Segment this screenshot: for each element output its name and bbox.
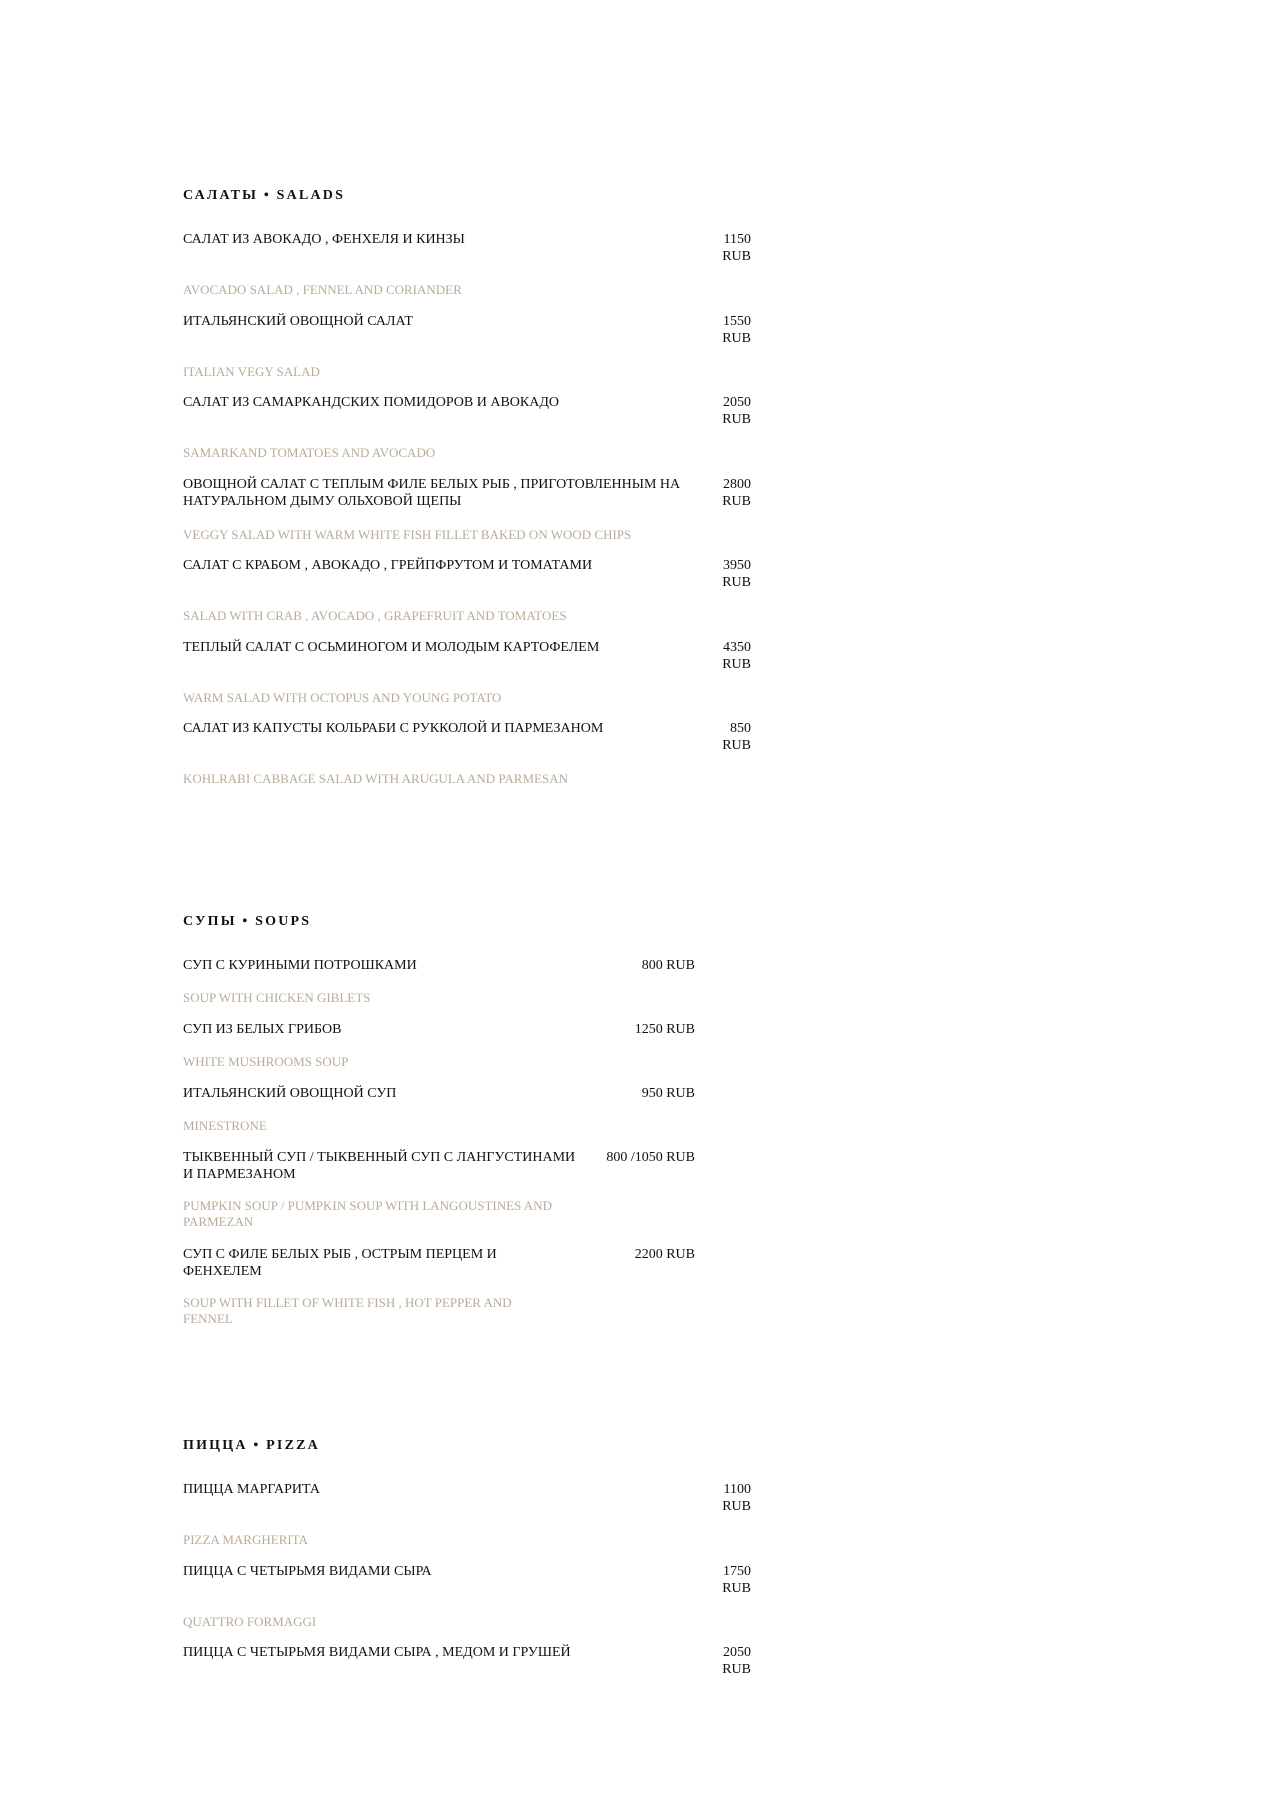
menu-item — [183, 1563, 751, 1645]
pizza-section — [183, 1437, 751, 1726]
salads-section — [183, 187, 751, 802]
dish-name-en: KOHLRABI CABBAGE SALAD WITH ARUGULA AND PARMESAN — [183, 771, 568, 786]
dish-price: 1250 RUB — [634, 1022, 695, 1037]
dish-price: 800 RUB — [641, 958, 695, 973]
dish-name-en: SOUP WITH FILLET OF WHITE FISH , HOT PEPPER AND FENNEL — [183, 1295, 512, 1326]
dish-name-ru: СУП ИЗ БЕЛЫХ ГРИБОВ — [183, 1022, 342, 1037]
dish-price: 4350 RUB — [722, 639, 751, 672]
dish-name-ru: ТЕПЛЫЙ САЛАТ С ОСЬМИНОГОМ И МОЛОДЫМ КАРТОФЕЛЕМ — [183, 639, 600, 655]
menu-item — [183, 1481, 751, 1563]
dish-name-en: PUMPKIN SOUP / PUMPKIN SOUP WITH LANGOUSTINES AND PARMEZAN — [183, 1198, 552, 1229]
dish-name-en: SOUP WITH CHICKEN GIBLETS — [183, 990, 371, 1005]
menu-item — [183, 231, 751, 313]
dish-price: 3950 RUB — [722, 558, 751, 590]
menu-item — [183, 1644, 751, 1726]
dish-name-en: SAMARKAND TOMATOES AND AVOCADO — [183, 445, 436, 460]
dish-name-en: PIZZA MARGHERITA — [183, 1532, 308, 1547]
dish-name-ru: ПИЦЦА С ЧЕТЫРЬМЯ ВИДАМИ СЫРА , МЕДОМ И ГРУШЕЙ — [183, 1645, 571, 1660]
dish-price: 2050 RUB — [722, 395, 751, 427]
dish-name-en: MINESTRONE — [183, 1118, 267, 1133]
menu-item — [183, 957, 695, 1021]
dish-name-en: QUATTRO FORMAGGI — [183, 1613, 317, 1629]
dish-name-en: WHITE MUSHROOMS SOUP — [183, 1054, 349, 1069]
dish-name-ru: САЛАТ ИЗ АВОКАДО , ФЕНХЕЛЯ И КИНЗЫ — [183, 232, 465, 247]
dish-name-ru: СУП С КУРИНЫМИ ПОТРОШКАМИ — [183, 958, 417, 973]
dish-name-ru: САЛАТ С КРАБОМ , АВОКАДО , ГРЕЙПФРУТОМ И ТОМАТАМИ — [183, 558, 593, 573]
dish-name-en: AVOCADO SALAD , FENNEL AND CORIANDER — [183, 282, 462, 297]
dish-price: 1750 RUB — [722, 1563, 751, 1596]
dish-name-ru: САЛАТ ИЗ САМАРКАНДСКИХ ПОМИДОРОВ И АВОКАДО — [183, 395, 560, 410]
section-title-soups: СУПЫ • SOUPS — [183, 914, 312, 929]
dish-name-en: WARM SALAD WITH OCTOPUS AND YOUNG POTATO — [183, 689, 502, 705]
dish-name-en: VEGGY SALAD WITH WARM WHITE FISH FILLET BAKED ON WOOD CHIPS — [183, 526, 632, 542]
dish-price: 1150 RUB — [722, 232, 751, 264]
menu-item — [183, 476, 751, 558]
dish-price: 2050 RUB — [722, 1645, 751, 1677]
dish-name-ru: ТЫКВЕННЫЙ СУП / ТЫКВЕННЫЙ СУП С ЛАНГУСТИНАМИ И ПАРМЕЗАНОМ — [183, 1150, 576, 1182]
dish-price: 1550 RUB — [722, 313, 751, 346]
menu-item — [183, 720, 751, 802]
dish-name-ru: СУП С ФИЛЕ БЕЛЫХ РЫБ , ОСТРЫМ ПЕРЦЕМ И ФЕНХЕЛЕМ — [183, 1247, 497, 1279]
dish-price: 850 RUB — [722, 721, 751, 753]
dish-name-ru: ИТАЛЬЯНСКИЙ ОВОЩНОЙ СУП — [183, 1086, 397, 1101]
dish-price: 2800 RUB — [722, 476, 751, 509]
dish-price: 800 /1050 RUB — [606, 1150, 695, 1165]
menu-item — [183, 1021, 695, 1085]
menu-item — [183, 313, 751, 395]
soups-section — [183, 913, 695, 1326]
menu-item — [183, 394, 751, 476]
section-title-salads: САЛАТЫ • SALADS — [183, 188, 346, 203]
dish-name-ru: ИТАЛЬЯНСКИЙ ОВОЩНОЙ САЛАТ — [183, 313, 413, 329]
menu-item — [183, 1149, 695, 1246]
dish-name-en: ITALIAN VEGY SALAD — [183, 363, 320, 379]
dish-name-ru: ПИЦЦА МАРГАРИТА — [183, 1482, 320, 1497]
dish-name-ru: САЛАТ ИЗ КАПУСТЫ КОЛЬРАБИ С РУККОЛОЙ И ПАРМЕЗАНОМ — [183, 721, 604, 736]
dish-name-en: SALAD WITH CRAB , AVOCADO , GRAPEFRUIT AND TOMATOES — [183, 608, 567, 623]
dish-name-ru: ПИЦЦА С ЧЕТЫРЬМЯ ВИДАМИ СЫРА — [183, 1563, 432, 1579]
menu-item — [183, 1085, 695, 1149]
menu-item — [183, 557, 751, 639]
menu-item — [183, 639, 751, 721]
menu-item — [183, 1246, 695, 1326]
dish-price: 1100 RUB — [722, 1482, 751, 1514]
dish-name-ru: ОВОЩНОЙ САЛАТ С ТЕПЛЫМ ФИЛЕ БЕЛЫХ РЫБ , ПРИГОТОВЛЕННЫМ НА НАТУРАЛЬНОМ ДЫМУ ОЛЬХОВОЙ ЩЕПЫ — [183, 476, 681, 509]
dish-price: 2200 RUB — [634, 1247, 695, 1262]
section-title-pizza: ПИЦЦА • PIZZA — [183, 1438, 320, 1453]
dish-price: 950 RUB — [641, 1086, 695, 1101]
